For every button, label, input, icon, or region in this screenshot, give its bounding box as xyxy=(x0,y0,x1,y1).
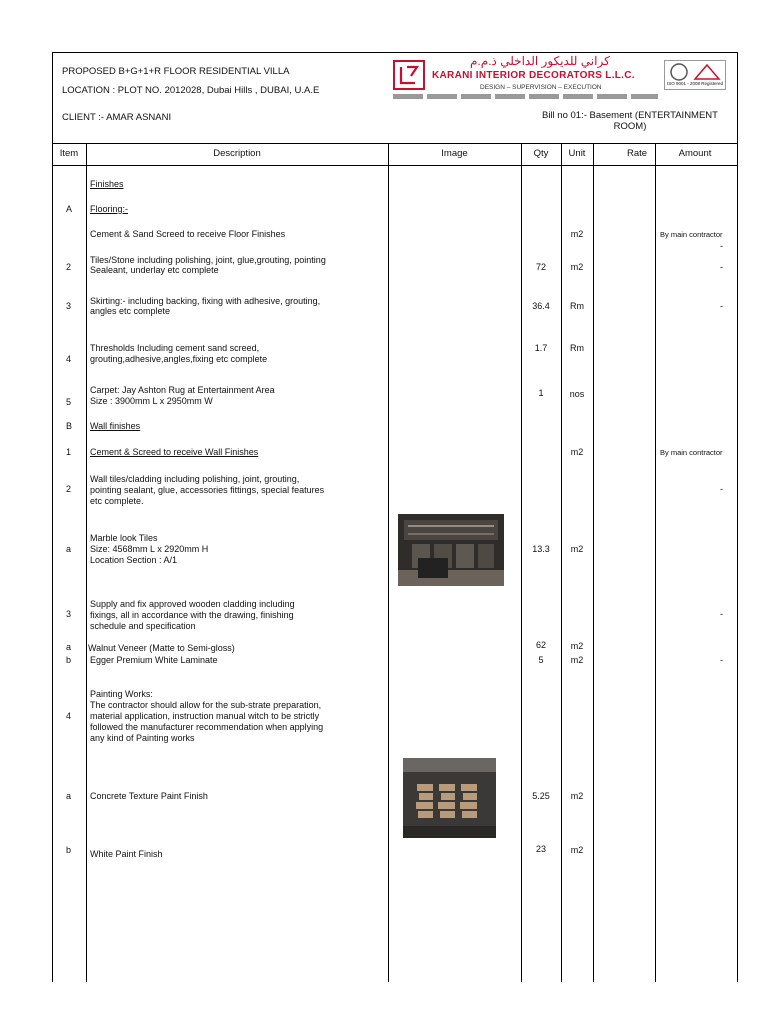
column-divider xyxy=(388,143,389,982)
item-unit: m2 xyxy=(570,641,584,651)
item-qty: 62 xyxy=(535,640,546,650)
table-top-border xyxy=(52,143,738,144)
item-description: Walnut Veneer (Matte to Semi-gloss) xyxy=(88,643,235,653)
item-description: White Paint Finish xyxy=(90,849,163,859)
item-amount: - xyxy=(720,484,723,494)
item-number: 3 xyxy=(66,609,72,619)
item-amount: - xyxy=(720,241,723,251)
item-amount: By main contractor xyxy=(660,448,723,457)
concrete-texture-photo xyxy=(403,758,496,838)
item-description: Skirting:- including backing, fixing with adhesive, grouting, xyxy=(90,296,321,306)
project-location: LOCATION : PLOT NO. 2012028, Dubai Hills , DUBAI, U.A.E xyxy=(62,85,320,96)
item-number: 1 xyxy=(66,447,72,457)
column-header-amount: Amount xyxy=(678,148,712,159)
item-qty: 23 xyxy=(535,844,546,854)
item-description: followed the manufacturer recommendation when applying xyxy=(90,722,324,732)
item-description: Cement & Sand Screed to receive Floor Finishes xyxy=(90,229,286,239)
column-header-rate: Rate xyxy=(626,148,648,159)
item-qty: 1.7 xyxy=(534,343,548,353)
item-unit: nos xyxy=(569,389,585,399)
item-number: 3 xyxy=(66,301,72,311)
karani-monogram-icon xyxy=(393,60,425,90)
table-header-border xyxy=(52,165,738,166)
bill-title-line2: ROOM) xyxy=(613,121,647,132)
item-amount: - xyxy=(720,301,723,311)
item-number: B xyxy=(66,421,73,431)
client-name: CLIENT :- AMAR ASNANI xyxy=(62,112,172,123)
bill-title-line1: Bill no 01:- Basement (ENTERTAINMENT xyxy=(542,110,718,121)
item-description: angles etc complete xyxy=(90,306,171,316)
company-name: KARANI INTERIOR DECORATORS L.L.C. xyxy=(432,70,635,81)
item-unit: m2 xyxy=(570,791,584,801)
column-divider xyxy=(655,143,656,982)
item-unit: m2 xyxy=(570,544,584,554)
column-header-unit: Unit xyxy=(568,148,586,159)
item-number: 4 xyxy=(66,711,72,721)
item-number: 2 xyxy=(66,484,72,494)
item-description: Egger Premium White Laminate xyxy=(90,655,218,665)
item-description: pointing sealant, glue, accessories fittings, special features xyxy=(90,485,325,495)
marble-tiles-photo xyxy=(398,514,504,586)
company-tagline: DESIGN – SUPERVISION – EXECUTION xyxy=(480,84,602,91)
item-description: Marble look Tiles xyxy=(90,533,158,543)
item-amount: By main contractor xyxy=(660,230,723,239)
item-unit: m2 xyxy=(570,229,584,239)
item-qty: 1 xyxy=(538,388,544,398)
item-number: b xyxy=(66,845,72,855)
item-description: Size : 3900mm L x 2950mm W xyxy=(90,396,213,406)
item-number: 5 xyxy=(66,397,72,407)
item-description: Tiles/Stone including polishing, joint, glue,grouting, pointing xyxy=(90,255,326,265)
column-divider xyxy=(593,143,594,982)
item-description: The contractor should allow for the sub-strate preparation, xyxy=(90,700,322,710)
item-qty: 5 xyxy=(538,655,544,665)
item-description: Painting Works: xyxy=(90,689,153,699)
section-heading: Finishes xyxy=(90,179,124,189)
item-description: Size: 4568mm L x 2920mm H xyxy=(90,544,209,554)
column-header-qty: Qty xyxy=(533,148,549,159)
item-description: Carpet: Jay Ashton Rug at Entertainment Area xyxy=(90,385,275,395)
section-heading: Wall finishes xyxy=(90,421,141,431)
item-description: fixings, all in accordance with the drawing, finishing xyxy=(90,610,294,620)
contact-strip xyxy=(393,94,658,99)
item-number: a xyxy=(66,642,72,652)
item-number: a xyxy=(66,544,72,554)
item-number: A xyxy=(66,204,73,214)
item-description: any kind of Painting works xyxy=(90,733,195,743)
item-number: b xyxy=(66,655,72,665)
item-qty: 13.3 xyxy=(532,544,550,554)
item-amount: - xyxy=(720,609,723,619)
item-description: material application, instruction manual witch to be strictly xyxy=(90,711,320,721)
item-description: Supply and fix approved wooden cladding including xyxy=(90,599,295,609)
section-heading: Flooring:- xyxy=(90,204,129,214)
item-unit: m2 xyxy=(570,262,584,272)
item-qty: 36.4 xyxy=(532,301,550,311)
item-description: schedule and specification xyxy=(90,621,196,631)
item-description: etc complete. xyxy=(90,496,144,506)
item-description: Cement & Screed to receive Wall Finishes xyxy=(90,447,259,457)
item-unit: m2 xyxy=(570,447,584,457)
item-number: 2 xyxy=(66,262,72,272)
item-amount: - xyxy=(720,655,723,665)
iso-label: ISO 9001 - 2008 Registered xyxy=(667,81,724,86)
bill-sheet xyxy=(52,52,738,982)
column-header-item: Item xyxy=(59,148,79,159)
project-title: PROPOSED B+G+1+R FLOOR RESIDENTIAL VILLA xyxy=(62,66,290,77)
item-number: a xyxy=(66,791,72,801)
company-arabic-name: كراني للديكور الداخلي ذ.م.م xyxy=(470,54,610,68)
item-description: Location Section : A/1 xyxy=(90,555,178,565)
item-description: Thresholds Including cement sand screed, xyxy=(90,343,260,353)
item-description: Wall tiles/cladding including polishing, joint, grouting, xyxy=(90,474,300,484)
item-unit: m2 xyxy=(570,655,584,665)
item-description: grouting,adhesive,angles,fixing etc complete xyxy=(90,354,268,364)
item-qty: 72 xyxy=(535,262,546,272)
item-unit: m2 xyxy=(570,845,584,855)
item-description: Concrete Texture Paint Finish xyxy=(90,791,208,801)
item-qty: 5.25 xyxy=(532,791,550,801)
column-divider xyxy=(86,143,87,982)
column-header-description: Description xyxy=(213,148,261,159)
item-unit: Rm xyxy=(570,301,584,311)
item-unit: Rm xyxy=(570,343,584,353)
item-number: 4 xyxy=(66,354,72,364)
item-amount: - xyxy=(720,262,723,272)
iso-certification-icon xyxy=(664,60,726,90)
column-header-image: Image xyxy=(441,148,468,159)
item-description: Sealeant, underlay etc complete xyxy=(90,265,219,275)
